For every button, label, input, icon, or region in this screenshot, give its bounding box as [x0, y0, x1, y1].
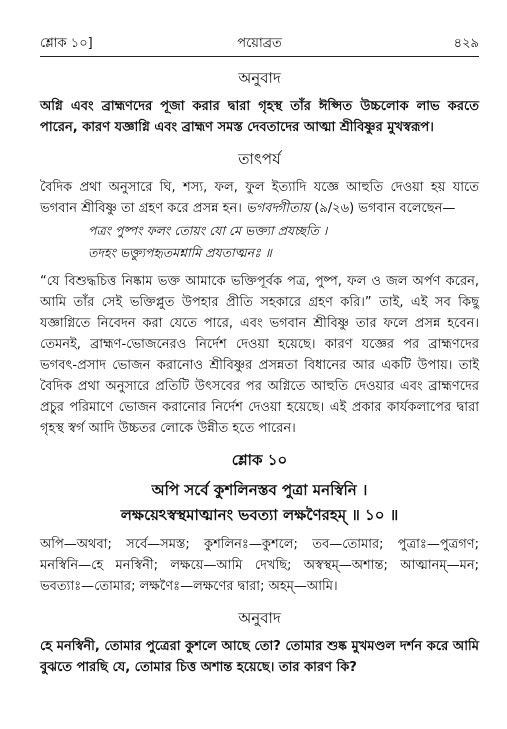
shloka-line-2: লক্ষয়েঽস্বস্থমাত্মানং ভবত্যা লক্ষণৈরহম্‌ ॥ ১০ ॥: [120, 506, 399, 524]
purport-intro: [40, 177, 479, 219]
gita-quote-line-2: তদহং ভক্ত্যুপহৃতমশ্নামি প্রযতাত্মনঃ ॥: [88, 245, 272, 260]
reference-rest: (৯/২৬) ভগবান বলেছেন—: [310, 201, 456, 216]
translation-heading: অনুবাদ: [238, 69, 281, 87]
running-header: [40, 34, 479, 57]
header-chapter-title: পয়োব্রত: [237, 36, 282, 51]
purport-body: “যে বিশুদ্ধচিত্ত নিষ্কাম ভক্ত আমাকে ভক্তিপূর্বক পত্র, পুষ্প, ফল ও জল অর্পণ করেন, আমি তাঁর সেই ভক্তিপ্লুত উপহার প্রীতি সহকারে গ্রহণ করি।” তাই, এই সব কিছু যজ্ঞাগ্নিতে নিবেদন করা যেতে পারে, এবং ভগবান শ্রীবিষ্ণু তার ফলে প্রসন্ন হবেন। তেমনই, ব্রাহ্মণ-ভোজনেরও নির্দেশ দেওয়া হয়েছে। কারণ যজ্ঞের পর ব্রাহ্মণদের ভগবৎ-প্রসাদ ভোজন করানোও শ্রীবিষ্ণুর প্রসন্নতা বিধানের আর একটি উপায়। তাই বৈদিক প্রথা অনুসারে প্রতিটি উৎসবের পর অগ্নিতে আহুতি দেওয়ার এবং ব্রাহ্মণদের প্রচুর পরিমাণে ভোজন করানোর নির্দেশ দেওয়া হয়েছে। এই প্রকার কার্যকলাপের দ্বারা গৃহস্থ স্বর্গ আদি উচ্চতর লোকে উন্নীত হতে পারেন।: [40, 274, 479, 436]
page-number: ৪২৯: [453, 36, 479, 51]
header-verse-ref: শ্লোক ১০]: [40, 36, 93, 51]
synonyms-text: অপি—অথবা; সর্বে—সমস্ত; কুশলিনঃ—কুশলে; তব—তোমার; পুত্রাঃ—পুত্রগণ; মনস্বিনি—হে মনস্বিনী; লক্ষয়ে—আমি দেখছি; অস্বস্থম্‌—অশান্ত; আত্মানম্‌—মন; ভবত্যাঃ—তোমার; লক্ষণৈঃ—লক্ষণের দ্বারা; অহম্‌—আমি।: [40, 537, 479, 594]
translation-heading-2: অনুবাদ: [238, 609, 281, 627]
purport-heading: তাৎপর্য: [238, 150, 281, 168]
purport-intro-text: বৈদিক প্রথা অনুসারে ঘি, শস্য, ফল, ফুল ইত্যাদি যজ্ঞে আহুতি দেওয়া হয় যাতে ভগবান শ্রীবিষ্ণু তা গ্রহণ করে প্রসন্ন হন।: [40, 180, 479, 216]
shloka-heading: শ্লোক ১০: [231, 451, 288, 469]
gita-quote-line-1: পত্রং পুষ্পং ফলং তোয়ং যো মে ভক্ত্যা প্রযচ্ছতি ।: [88, 223, 328, 238]
reference-book: ভগবদ্গীতায়: [246, 201, 311, 216]
translation-text: অগ্নি এবং ব্রাহ্মণদের পূজা করার দ্বারা গৃহস্থ তাঁর ঈপ্সিত উচ্চলোক লাভ করতে পারেন, কারণ যজ্ঞাগ্নি এবং ব্রাহ্মণ সমস্ত দেবতাদের আত্মা শ্রীবিষ্ণুর মুখস্বরূপ।: [40, 99, 479, 135]
shloka-line-1: অপি সর্বে কুশলিনস্তব পুত্রা মনস্বিনি ।: [151, 481, 368, 499]
translation-text-2: হে মনস্বিনী, তোমার পুত্রেরা কুশলে আছে তো? তোমার শুষ্ক মুখমণ্ডল দর্শন করে আমি বুঝতে পারছি যে, তোমার চিত্ত অশান্ত হয়েছে। তার কারণ কি?: [40, 639, 479, 675]
